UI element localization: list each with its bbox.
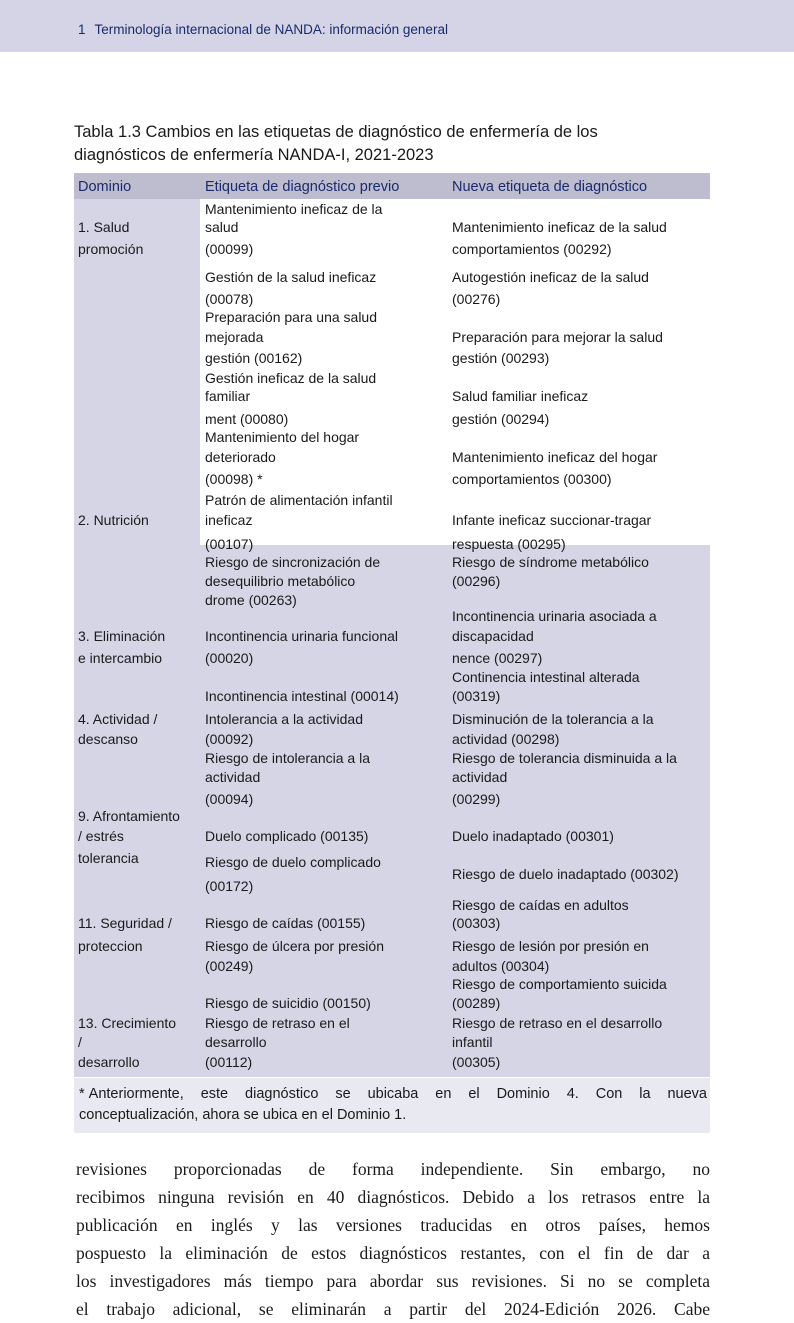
column-header-previous: Etiqueta de diagnóstico previo bbox=[205, 179, 400, 195]
new-label-cell: (00319) bbox=[452, 688, 501, 704]
previous-label-cell: Gestión de la salud ineficaz bbox=[205, 269, 377, 285]
new-label-cell: infantil bbox=[452, 1034, 493, 1050]
new-label-cell: respuesta (00295) bbox=[452, 536, 566, 552]
new-label-cell: nence (00297) bbox=[452, 650, 543, 666]
previous-label-cell: Preparación para una salud bbox=[205, 309, 378, 325]
header-text bbox=[78, 22, 448, 37]
domain-cell: 11. Seguridad / bbox=[78, 915, 172, 931]
previous-label-cell: desequilibrio metabólico bbox=[205, 573, 356, 589]
domain-cell: tolerancia bbox=[78, 850, 139, 866]
domain-cell: 2. Nutrición bbox=[78, 512, 149, 528]
new-label-cell: actividad bbox=[452, 769, 508, 785]
chapter-number: 1 bbox=[78, 22, 86, 37]
new-label-cell: adultos (00304) bbox=[452, 958, 550, 974]
footnote-marker: * bbox=[79, 1086, 85, 1102]
new-label-cell: (00289) bbox=[452, 995, 501, 1011]
new-label-cell: (00303) bbox=[452, 915, 501, 931]
diagnosis-table bbox=[74, 173, 710, 1077]
domain-cell: 13. Crecimiento bbox=[78, 1015, 177, 1031]
previous-label-cell: (00020) bbox=[205, 650, 254, 666]
new-label-cell: Infante ineficaz succionar-tragar bbox=[452, 512, 652, 528]
new-label-cell: Duelo inadaptado (00301) bbox=[452, 828, 614, 844]
previous-label-cell: Riesgo de suicidio (00150) bbox=[205, 995, 371, 1011]
previous-label-cell: ineficaz bbox=[205, 512, 253, 528]
previous-label-cell: deteriorado bbox=[205, 449, 276, 465]
new-label-cell: Riesgo de síndrome metabólico bbox=[452, 554, 649, 570]
new-label-cell: Disminución de la tolerancia a la bbox=[452, 711, 654, 727]
previous-label-cell: actividad bbox=[205, 769, 261, 785]
domain-cell: descanso bbox=[78, 731, 138, 747]
new-label-cell: (00305) bbox=[452, 1054, 501, 1070]
new-label-cell: Continencia intestinal alterada bbox=[452, 669, 640, 685]
new-label-cell: discapacidad bbox=[452, 628, 534, 644]
previous-label-cell: Patrón de alimentación infantil bbox=[205, 492, 393, 508]
domain-cell: 4. Actividad / bbox=[78, 711, 158, 727]
previous-label-cell: Riesgo de sincronización de bbox=[205, 554, 381, 570]
previous-label-cell: (00098) * bbox=[205, 471, 263, 487]
body-line: revisiones proporcionadas de forma independiente. Sin embargo, no bbox=[76, 1159, 710, 1179]
previous-label-cell: (00092) bbox=[205, 731, 254, 747]
new-label-cell: Riesgo de tolerancia disminuida a la bbox=[452, 750, 677, 766]
body-paragraph bbox=[76, 1155, 710, 1323]
domain-cell: desarrollo bbox=[78, 1054, 140, 1070]
new-label-cell: Incontinencia urinaria asociada a bbox=[452, 608, 657, 624]
new-label-cell: Salud familiar ineficaz bbox=[452, 388, 589, 404]
domain-cell: 9. Afrontamiento bbox=[78, 808, 180, 824]
previous-label-cell: (00099) bbox=[205, 241, 254, 257]
new-label-cell: Autogestión ineficaz de la salud bbox=[452, 269, 649, 285]
previous-label-cell: (00172) bbox=[205, 878, 254, 894]
new-label-cell: Riesgo de retraso en el desarrollo bbox=[452, 1015, 663, 1031]
table-footnote bbox=[74, 1078, 710, 1133]
new-label-cell: Mantenimiento ineficaz de la salud bbox=[452, 219, 667, 235]
previous-label-cell: Mantenimiento ineficaz de la bbox=[205, 201, 383, 217]
column-header-new: Nueva etiqueta de diagnóstico bbox=[452, 179, 648, 195]
domain-cell: e intercambio bbox=[78, 650, 163, 666]
previous-label-cell: Riesgo de duelo complicado bbox=[205, 854, 381, 870]
new-label-cell: Riesgo de lesión por presión en bbox=[452, 938, 649, 954]
body-line: recibimos ninguna revisión en 40 diagnósticos. Debido a los retrasos entre la bbox=[76, 1187, 710, 1207]
new-label-cell: gestión (00293) bbox=[452, 350, 550, 366]
previous-label-cell: Mantenimiento del hogar bbox=[205, 429, 360, 445]
domain-cell: promoción bbox=[78, 241, 144, 257]
footnote-text bbox=[79, 1084, 707, 1126]
previous-label-cell: (00107) bbox=[205, 536, 254, 552]
domain-cell: / bbox=[78, 1034, 82, 1050]
body-line: el trabajo adicional, se eliminarán a partir del 2024-Edición 2026. Cabe bbox=[76, 1299, 710, 1319]
running-title: Terminología internacional de NANDA: información general bbox=[94, 22, 448, 37]
new-label-cell: Mantenimiento ineficaz del hogar bbox=[452, 449, 658, 465]
previous-label-cell: Riesgo de intolerancia a la bbox=[205, 750, 370, 766]
footnote-line: conceptualización, ahora se ubica en el Dominio 1. bbox=[79, 1107, 407, 1123]
previous-label-cell: gestión (00162) bbox=[205, 350, 303, 366]
domain-cell: 3. Eliminación bbox=[78, 628, 166, 644]
footnote-line: Anteriormente, este diagnóstico se ubicaba en el Dominio 4. Con la nueva bbox=[88, 1086, 707, 1102]
new-label-cell: Riesgo de duelo inadaptado (00302) bbox=[452, 866, 679, 882]
previous-label-cell: Incontinencia urinaria funcional bbox=[205, 628, 399, 644]
domain-cell: 1. Salud bbox=[78, 219, 130, 235]
body-line: los investigadores más tiempo para abordar sus revisiones. Si no se completa bbox=[76, 1271, 710, 1291]
previous-label-cell: Incontinencia intestinal (00014) bbox=[205, 688, 399, 704]
previous-label-cell: (00112) bbox=[205, 1054, 253, 1070]
previous-label-cell: familiar bbox=[205, 388, 251, 404]
new-label-cell: Riesgo de caídas en adultos bbox=[452, 897, 629, 913]
new-label-cell: (00296) bbox=[452, 573, 501, 589]
new-label-cell: actividad (00298) bbox=[452, 731, 560, 747]
table-title-line: Tabla 1.3 Cambios en las etiquetas de diagnóstico de enfermería de los bbox=[74, 123, 598, 141]
previous-label-cell: Riesgo de retraso en el bbox=[205, 1015, 350, 1031]
previous-label-cell: Riesgo de úlcera por presión bbox=[205, 938, 384, 954]
body-line: pospuesto la eliminación de estos diagnósticos restantes, con el fin de dar a bbox=[76, 1243, 710, 1263]
previous-label-cell: salud bbox=[205, 219, 239, 235]
body-line: publicación en inglés y las versiones traducidas en otros países, hemos bbox=[76, 1215, 710, 1235]
running-header bbox=[0, 0, 794, 52]
new-label-cell: gestión (00294) bbox=[452, 411, 550, 427]
domain-cell: proteccion bbox=[78, 938, 143, 954]
domain-cell: / estrés bbox=[78, 828, 124, 844]
previous-label-cell: Riesgo de caídas (00155) bbox=[205, 915, 366, 931]
previous-label-cell: desarrollo bbox=[205, 1034, 267, 1050]
previous-label-cell: Duelo complicado (00135) bbox=[205, 828, 369, 844]
previous-label-cell: (00249) bbox=[205, 958, 254, 974]
table-title bbox=[74, 121, 724, 167]
new-label-cell: Preparación para mejorar la salud bbox=[452, 329, 663, 345]
previous-label-cell: Intolerancia a la actividad bbox=[205, 711, 363, 727]
new-label-cell: (00299) bbox=[452, 791, 501, 807]
table-title-line: diagnósticos de enfermería NANDA-I, 2021-2023 bbox=[74, 146, 434, 164]
previous-label-cell: Gestión ineficaz de la salud bbox=[205, 370, 377, 386]
new-label-cell: Riesgo de comportamiento suicida bbox=[452, 976, 667, 992]
new-label-cell: comportamientos (00292) bbox=[452, 241, 612, 257]
new-label-cell: comportamientos (00300) bbox=[452, 471, 612, 487]
new-label-cell: (00276) bbox=[452, 291, 501, 307]
previous-label-cell: ment (00080) bbox=[205, 411, 289, 427]
previous-label-cell: (00094) bbox=[205, 791, 254, 807]
column-header-domain: Dominio bbox=[78, 179, 132, 195]
previous-label-cell: drome (00263) bbox=[205, 592, 297, 608]
previous-label-cell: mejorada bbox=[205, 329, 264, 345]
previous-label-cell: (00078) bbox=[205, 291, 254, 307]
